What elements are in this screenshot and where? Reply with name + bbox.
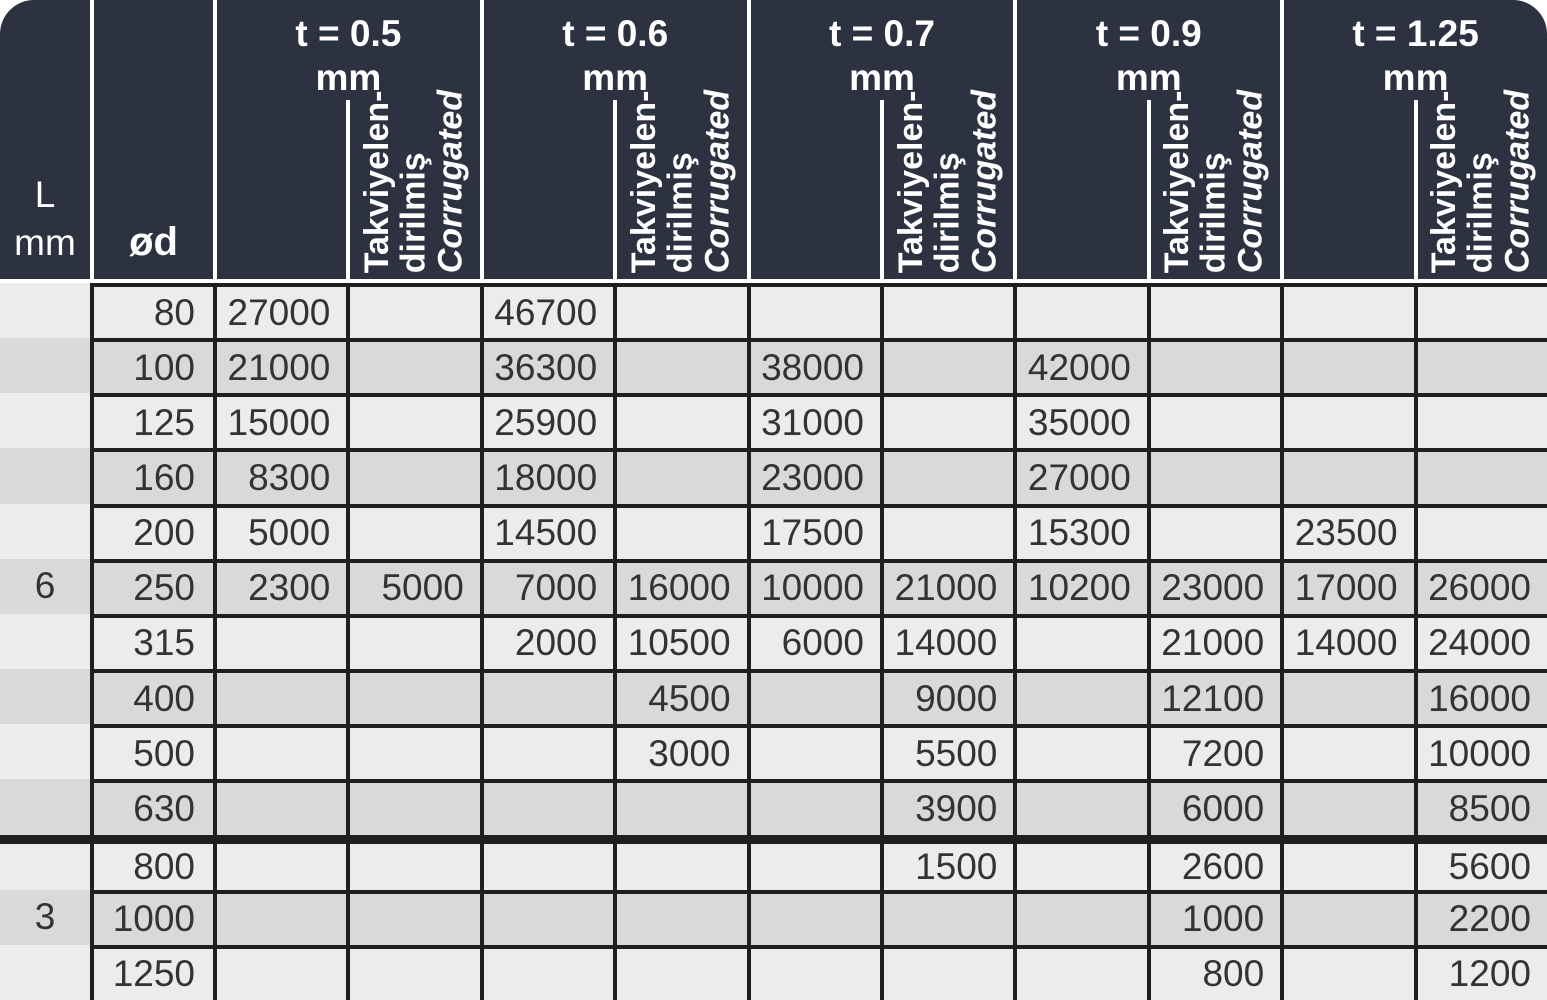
value-cell [346,283,479,338]
diameter-cell: 200 [90,504,213,559]
corrugated-label-line3: Corrugated [965,89,1004,273]
corrugated-label-line2: dirilmiş [1195,152,1234,273]
group-header-t07 [747,0,1014,279]
group-header-t125 [1280,0,1547,279]
diameter-cell: 1000 [90,890,213,945]
value-cell [480,835,613,890]
value-cell [880,448,1013,503]
value-cell [880,890,1013,945]
value-cell [747,779,880,834]
corrugated-label-line1: Takviyelen- [1425,90,1464,273]
corrugated-label-line2: dirilmiş [661,152,700,273]
value-cell: 24000 [1414,614,1547,669]
value-cell [1280,724,1413,779]
corrugated-label-line2: dirilmiş [394,152,433,273]
value-cell: 10000 [747,559,880,614]
value-cell: 23000 [1147,559,1280,614]
diameter-cell: 400 [90,669,213,724]
value-cell [1013,835,1146,890]
length-cell [0,614,90,669]
value-cell [880,338,1013,393]
value-cell: 21000 [880,559,1013,614]
diameter-header-cell [90,0,213,279]
value-cell [346,945,479,1000]
value-cell: 23500 [1280,504,1413,559]
corrugated-label-line2: dirilmiş [1461,152,1500,273]
corrugated-label-wrap [1416,89,1547,273]
value-cell [1013,779,1146,834]
value-cell: 42000 [1013,338,1146,393]
corrugated-label [1159,90,1269,273]
length-cell [0,448,90,503]
value-cell [613,283,746,338]
corrugated-label-wrap [615,89,746,273]
value-cell [1280,283,1413,338]
value-cell: 27000 [213,283,346,338]
value-cell [1013,724,1146,779]
value-cell: 36300 [480,338,613,393]
corrugated-label-line2: dirilmiş [928,152,967,273]
value-cell: 3900 [880,779,1013,834]
corrugated-label-wrap [1149,89,1280,273]
value-cell [480,669,613,724]
group-title [484,12,747,101]
length-cell [0,393,90,448]
value-cell: 2000 [480,614,613,669]
value-cell [613,338,746,393]
value-cell: 26000 [1414,559,1547,614]
value-cell: 800 [1147,945,1280,1000]
corrugated-label-line1: Takviyelen- [624,90,663,273]
group-title-unit: mm [849,57,915,99]
corrugated-label-line1: Takviyelen- [1158,90,1197,273]
value-cell [480,779,613,834]
length-cell [0,835,90,890]
value-cell [1147,504,1280,559]
value-cell [213,890,346,945]
value-cell [1013,614,1146,669]
value-cell [880,504,1013,559]
value-cell [1280,393,1413,448]
diameter-cell: 100 [90,338,213,393]
value-cell [1013,945,1146,1000]
value-cell: 35000 [1013,393,1146,448]
value-cell: 5600 [1414,835,1547,890]
value-cell [1280,448,1413,503]
value-cell: 12100 [1147,669,1280,724]
corrugated-label-line3: Corrugated [1498,89,1537,273]
corrugated-label [626,90,736,273]
value-cell [747,669,880,724]
value-cell [1013,669,1146,724]
value-cell: 25900 [480,393,613,448]
value-cell [346,338,479,393]
value-cell [346,669,479,724]
diameter-cell: 630 [90,779,213,834]
value-cell [346,504,479,559]
value-cell [747,945,880,1000]
value-cell: 14000 [880,614,1013,669]
length-cell [0,504,90,559]
value-cell: 6000 [1147,779,1280,834]
value-cell: 16000 [1414,669,1547,724]
value-cell: 2200 [1414,890,1547,945]
value-cell [213,779,346,834]
corrugated-label-line3: Corrugated [698,89,737,273]
corrugated-label-line1: Takviyelen- [891,90,930,273]
value-cell [346,724,479,779]
value-cell [747,835,880,890]
group-title-unit: mm [1382,57,1449,99]
value-cell [346,779,479,834]
corrugated-label [1426,90,1536,273]
value-cell: 8500 [1414,779,1547,834]
value-cell [1280,890,1413,945]
value-cell [613,945,746,1000]
diameter-cell: 160 [90,448,213,503]
value-cell: 10000 [1414,724,1547,779]
corner-header-line2: mm [14,221,76,263]
value-cell [213,614,346,669]
value-cell [346,890,479,945]
value-cell: 15300 [1013,504,1146,559]
diameter-cell: 500 [90,724,213,779]
length-cell: 6 [0,559,90,614]
value-cell [346,448,479,503]
value-cell: 17000 [1280,559,1413,614]
value-cell [1280,835,1413,890]
value-cell [1414,338,1547,393]
length-cell [0,283,90,338]
value-cell [1280,338,1413,393]
value-cell [613,835,746,890]
value-cell [346,393,479,448]
value-cell [747,724,880,779]
length-cell [0,669,90,724]
diameter-cell: 315 [90,614,213,669]
value-cell: 46700 [480,283,613,338]
corrugated-label-line3: Corrugated [1231,89,1270,273]
group-title [1284,12,1547,101]
value-cell: 4500 [613,669,746,724]
value-cell [480,890,613,945]
corrugated-label-line1: Takviyelen- [358,90,397,273]
corrugated-label-line3: Corrugated [431,89,470,273]
group-title-value: t = 0.9 [1095,13,1202,54]
length-cell [0,779,90,834]
value-cell [613,890,746,945]
value-cell [1013,283,1146,338]
value-cell: 15000 [213,393,346,448]
value-cell [346,835,479,890]
value-cell: 14500 [480,504,613,559]
length-cell [0,338,90,393]
value-cell: 21000 [1147,614,1280,669]
value-cell [1013,890,1146,945]
value-cell: 17500 [747,504,880,559]
value-cell [480,724,613,779]
value-cell: 14000 [1280,614,1413,669]
value-cell: 7200 [1147,724,1280,779]
value-cell [1147,448,1280,503]
diameter-cell: 1250 [90,945,213,1000]
value-cell: 1500 [880,835,1013,890]
value-cell [613,779,746,834]
value-cell: 1200 [1414,945,1547,1000]
diameter-cell: 800 [90,835,213,890]
diameter-cell: 250 [90,559,213,614]
value-cell [213,669,346,724]
value-cell [1280,779,1413,834]
value-cell [747,890,880,945]
group-title-value: t = 1.25 [1352,13,1479,54]
value-cell [1147,338,1280,393]
value-cell: 10500 [613,614,746,669]
group-title-unit: mm [315,57,382,99]
value-cell: 38000 [747,338,880,393]
diameter-header-label: ød [129,220,178,264]
length-cell [0,945,90,1000]
corner-header-line1: L [34,173,56,215]
data-grid [0,283,1547,1000]
value-cell [880,393,1013,448]
value-cell: 5000 [346,559,479,614]
table-header-row [0,0,1547,283]
value-cell: 18000 [480,448,613,503]
corrugated-label-wrap [882,89,1013,273]
corrugated-label-wrap [348,89,479,273]
value-cell [613,448,746,503]
value-cell: 9000 [880,669,1013,724]
value-cell [1147,393,1280,448]
length-cell: 3 [0,890,90,945]
group-title-value: t = 0.6 [562,13,669,54]
value-cell: 1000 [1147,890,1280,945]
value-cell [880,945,1013,1000]
value-cell: 8300 [213,448,346,503]
value-cell: 23000 [747,448,880,503]
value-cell [1414,448,1547,503]
value-cell [1414,393,1547,448]
value-cell [613,504,746,559]
group-title-value: t = 0.5 [295,13,402,54]
value-cell [213,724,346,779]
value-cell [1414,504,1547,559]
corner-header-cell [0,0,90,279]
value-cell: 16000 [613,559,746,614]
group-title-value: t = 0.7 [829,13,935,54]
value-cell [1414,283,1547,338]
value-cell [1280,669,1413,724]
value-cell: 5500 [880,724,1013,779]
diameter-cell: 80 [90,283,213,338]
value-cell [1147,283,1280,338]
value-cell: 31000 [747,393,880,448]
corrugated-label [893,90,1003,273]
value-cell [747,283,880,338]
group-header-t09 [1013,0,1280,279]
value-cell [346,614,479,669]
group-title-unit: mm [1115,57,1182,99]
value-cell: 3000 [613,724,746,779]
value-cell: 6000 [747,614,880,669]
group-header-t05 [213,0,480,279]
corrugated-label [359,90,469,273]
group-title-unit: mm [582,57,649,99]
value-cell: 27000 [1013,448,1146,503]
value-cell [213,945,346,1000]
value-cell [613,393,746,448]
value-cell [213,835,346,890]
value-cell: 21000 [213,338,346,393]
group-title [217,12,480,101]
group-header-t06 [480,0,747,279]
length-cell [0,724,90,779]
group-title [751,12,1014,101]
value-cell: 5000 [213,504,346,559]
value-cell [880,283,1013,338]
value-cell: 7000 [480,559,613,614]
value-cell: 2300 [213,559,346,614]
value-cell: 2600 [1147,835,1280,890]
value-cell [480,945,613,1000]
group-title [1017,12,1280,101]
value-cell [1280,945,1413,1000]
diameter-cell: 125 [90,393,213,448]
value-cell: 10200 [1013,559,1146,614]
